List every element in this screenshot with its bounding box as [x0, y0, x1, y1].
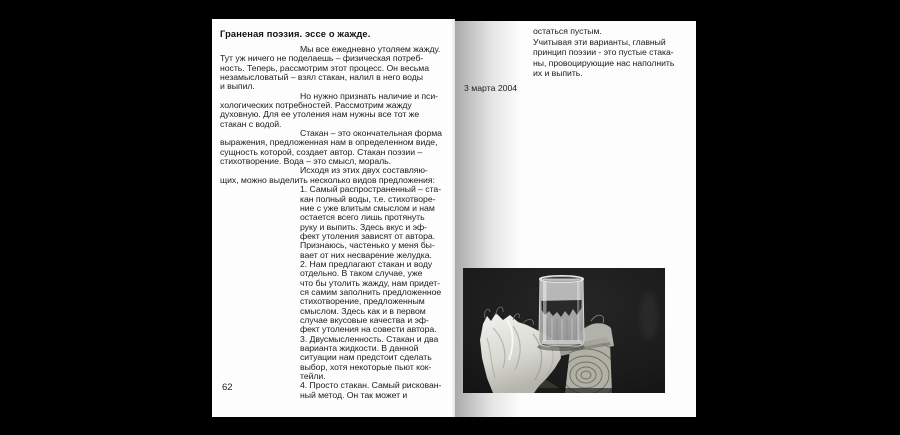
text-line: ситуации нам предстоит сделать [300, 352, 432, 363]
text-line: стакан с водой. [220, 118, 282, 129]
text-line: их и выпить. [533, 68, 583, 79]
text-line: Учитывая эти варианты, главный [533, 36, 666, 47]
text-line: фект утоления на совести автора. [300, 324, 437, 335]
glass-water-photo [463, 268, 665, 393]
left-page [212, 19, 455, 417]
text-line: отдельно. В таком случае, уже [300, 268, 423, 279]
text-line: 4. Просто стакан. Самый рискован- [300, 380, 442, 391]
text-line: ся самим заполнить предложенное [300, 286, 442, 297]
text-line: духовную. Для ее утоления нам нужны все тот же [220, 109, 420, 120]
text-line: тейли. [300, 371, 326, 382]
text-line: 2. Нам предлагают стакан и воду [300, 258, 433, 269]
entry-date: 3 марта 2004 [464, 83, 518, 93]
text-line: Тут уж ничего не поделаешь – физическая потреб- [220, 53, 424, 64]
water-glass-icon [537, 276, 585, 351]
text-line: ние с уже влитым смыслом и нам [300, 202, 435, 213]
text-line: ный метод. Он так может и [300, 389, 408, 400]
text-line: 1. Самый распространенный – ста- [300, 184, 442, 195]
text-line: щих, можно выделить несколько видов предложения: [220, 174, 435, 185]
text-line: Исходя из этих двух составляю- [300, 165, 428, 176]
text-line: стихотворение. Вода – это смысл, мораль. [220, 156, 392, 167]
text-line: 3. Двусмысленность. Стакан и два [300, 333, 439, 344]
right-page [455, 21, 696, 417]
text-line: случае вкусовые качества и эф- [300, 314, 429, 325]
right-page-text [533, 26, 693, 79]
text-line: Мы все ежедневно утоляем жажду. [300, 44, 441, 54]
text-line: Стакан – это окончательная форма [300, 128, 442, 139]
left-page-text [220, 45, 453, 400]
text-line: ность. Теперь, рассмотрим этот процесс. Он весьма [220, 62, 429, 73]
text-line: вает от них несварение желудка. [300, 249, 432, 260]
text-line: остаться пустым. [533, 26, 602, 36]
text-line: выбор, хотя некоторые пьют кок- [300, 361, 432, 372]
text-line: ны, провоцирующие нас наполнить [533, 57, 675, 68]
page-number: 62 [222, 382, 233, 393]
text-line: руку и выпить. Здесь вкус и эф- [300, 221, 427, 232]
text-line: стихотворение, предложенным [300, 296, 425, 307]
text-line: варианта жидкости. В данной [300, 343, 419, 353]
text-line: что бы утолить жажду, нам придет- [300, 277, 441, 288]
text-line: незамысловатый – взял стакан, налил в него воды [220, 72, 423, 83]
text-line: хологических потребностей. Рассмотрим жажду [220, 100, 412, 111]
text-line: кан полный воды, т.е. стихотворе- [300, 193, 436, 204]
text-line: принцип поэзии - это пустые стака- [533, 47, 674, 58]
text-line: смыслом. Здесь как и в первом [300, 305, 426, 316]
essay-title: Граненая поэзия. эссе о жажде. [220, 29, 371, 39]
text-line: и выпил. [220, 81, 255, 92]
text-line: фект утоления зависят от автора. [300, 230, 436, 241]
text-line: выражения, предложенная нам в определенном виде, [220, 137, 438, 148]
text-line: остается всего лишь протянуть [300, 212, 425, 223]
text-line: сущность которой, создает автор. Стакан поэзии – [220, 146, 423, 157]
text-line: Признаюсь, частенько у меня бы- [300, 240, 435, 251]
text-line: Но нужно признать наличие и пси- [300, 90, 438, 101]
